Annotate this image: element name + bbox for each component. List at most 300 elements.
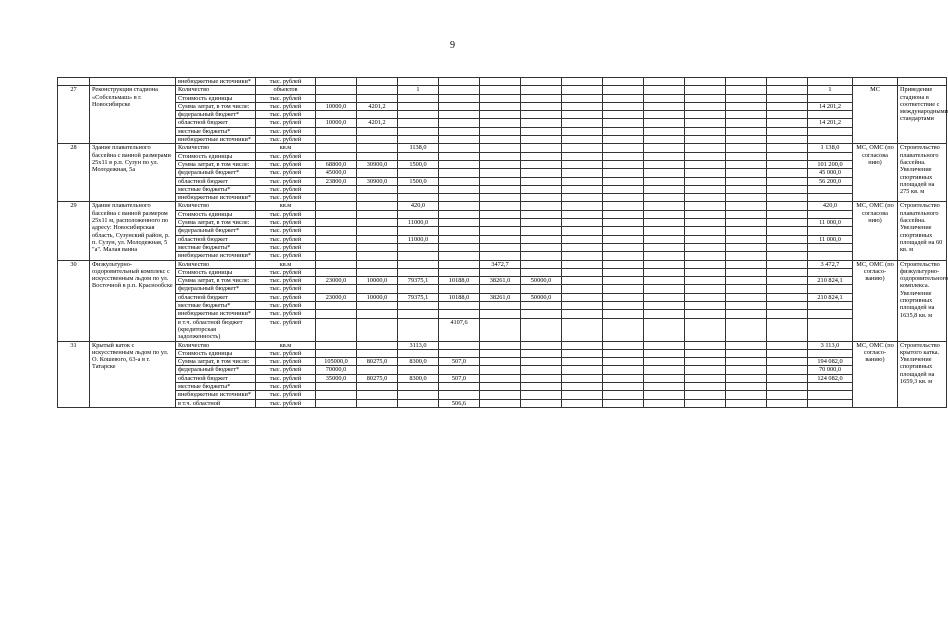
value-cell [644,268,685,276]
value-cell [767,252,808,260]
value-cell: 70000,0 [316,366,357,374]
value-cell: 80275,0 [357,358,398,366]
value-cell [644,252,685,260]
total-cell: 11 000,0 [808,235,853,243]
value-cell [439,310,480,318]
indicator-cell: Сумма затрат, в том числе: [176,219,256,227]
value-cell [480,152,521,160]
value-cell [398,194,439,202]
value-cell [726,341,767,349]
value-cell [644,160,685,168]
value-cell [357,210,398,218]
program-table [57,77,947,408]
value-cell [685,210,726,218]
value-cell [480,194,521,202]
value-cell [562,399,603,407]
total-cell: 210 824,1 [808,293,853,301]
value-cell [644,219,685,227]
value-cell [644,341,685,349]
value-cell [685,235,726,243]
value-cell [480,144,521,152]
value-cell [726,260,767,268]
result-cell: Строительство крытого катка. Увеличение спортивных площадей на 1659,3 кв. м [898,341,947,407]
unit-cell: кв.м [256,260,316,268]
value-cell [767,152,808,160]
unit-cell: тыс. рублей [256,152,316,160]
indicator-cell: Стоимость единицы [176,349,256,357]
value-cell [726,152,767,160]
value-cell [726,127,767,135]
value-cell [603,86,644,94]
value-cell [726,86,767,94]
table-row [58,152,947,160]
value-cell [398,260,439,268]
value-cell [316,127,357,135]
value-cell [767,136,808,144]
value-cell [439,302,480,310]
total-cell: 3 472,7 [808,260,853,268]
value-cell [603,219,644,227]
value-cell [767,185,808,193]
value-cell [603,358,644,366]
value-cell [521,152,562,160]
value-cell [480,111,521,119]
value-cell [480,399,521,407]
unit-cell: тыс. рублей [256,94,316,102]
value-cell [521,94,562,102]
value-cell: 50000,0 [521,277,562,285]
unit-cell: тыс. рублей [256,349,316,357]
value-cell [685,152,726,160]
project-name: Здание плавательного бассейна с ванной размером 25x11 м, расположенного по адресу: Новосибирская область, Сузунский район, р. п. Сузун, ул. Молодежная, 5 "а". Малая ванна [90,202,176,260]
value-cell [562,293,603,301]
value-cell [603,310,644,318]
value-cell [562,86,603,94]
value-cell [521,210,562,218]
value-cell [767,127,808,135]
value-cell [521,366,562,374]
value-cell [357,127,398,135]
value-cell [357,318,398,341]
value-cell [439,169,480,177]
value-cell [521,136,562,144]
value-cell [603,318,644,341]
total-cell [808,382,853,390]
value-cell [726,243,767,251]
value-cell [685,136,726,144]
value-cell [398,268,439,276]
unit-cell: тыс. рублей [256,358,316,366]
value-cell [357,227,398,235]
value-cell [357,302,398,310]
unit-cell: тыс. рублей [256,374,316,382]
value-cell [726,169,767,177]
value-cell [316,235,357,243]
value-cell [726,391,767,399]
value-cell [480,358,521,366]
value-cell [562,202,603,210]
value-cell [480,252,521,260]
value-cell [644,349,685,357]
value-cell [398,94,439,102]
unit-cell: тыс. рублей [256,111,316,119]
value-cell [521,310,562,318]
value-cell [562,391,603,399]
value-cell [644,78,685,86]
table-row [58,136,947,144]
value-cell: 23000,0 [316,277,357,285]
value-cell [398,349,439,357]
value-cell [521,382,562,390]
value-cell [480,219,521,227]
value-cell [357,235,398,243]
value-cell: 105000,0 [316,358,357,366]
value-cell [726,382,767,390]
value-cell [439,194,480,202]
value-cell [480,382,521,390]
value-cell: 50000,0 [521,293,562,301]
value-cell [439,202,480,210]
value-cell [398,127,439,135]
value-cell [644,111,685,119]
table-row [58,268,947,276]
value-cell [644,86,685,94]
table-row [58,235,947,243]
value-cell [562,111,603,119]
value-cell [562,260,603,268]
value-cell [316,219,357,227]
indicator-cell: федеральный бюджет* [176,227,256,235]
value-cell [726,144,767,152]
value-cell [439,152,480,160]
value-cell [726,94,767,102]
value-cell [644,358,685,366]
value-cell [726,310,767,318]
value-cell [603,227,644,235]
value-cell [521,349,562,357]
value-cell [480,160,521,168]
table-row [58,160,947,168]
value-cell [767,302,808,310]
table-row [58,277,947,285]
value-cell [644,399,685,407]
value-cell [398,302,439,310]
value-cell [644,293,685,301]
indicator-cell: внебюджетные источники* [176,310,256,318]
value-cell [644,391,685,399]
indicator-cell: внебюджетные источники* [176,391,256,399]
indicator-cell: Количество [176,260,256,268]
value-cell [521,144,562,152]
value-cell [767,310,808,318]
total-cell [808,94,853,102]
value-cell [644,227,685,235]
value-cell [603,341,644,349]
value-cell [521,111,562,119]
value-cell [767,102,808,110]
value-cell [726,358,767,366]
indicator-cell: Стоимость единицы [176,268,256,276]
value-cell [480,210,521,218]
value-cell [316,399,357,407]
value-cell [726,227,767,235]
value-cell [316,268,357,276]
value-cell [439,219,480,227]
value-cell [439,94,480,102]
value-cell [726,399,767,407]
value-cell [685,177,726,185]
value-cell [480,102,521,110]
value-cell [685,78,726,86]
value-cell [357,78,398,86]
value-cell [644,119,685,127]
total-cell [808,302,853,310]
value-cell [480,119,521,127]
value-cell [398,210,439,218]
value-cell [726,277,767,285]
value-cell [726,374,767,382]
value-cell [685,169,726,177]
value-cell [603,194,644,202]
value-cell [603,349,644,357]
value-cell [439,119,480,127]
value-cell [685,160,726,168]
value-cell: 1500,0 [398,177,439,185]
indicator-cell: областной бюджет [176,374,256,382]
value-cell [316,382,357,390]
total-cell: 1 138,0 [808,144,853,152]
value-cell [644,194,685,202]
value-cell [767,399,808,407]
value-cell [521,243,562,251]
value-cell [316,349,357,357]
indicator-cell: федеральный бюджет* [176,169,256,177]
value-cell [726,285,767,293]
value-cell: 10000,0 [316,102,357,110]
value-cell [726,318,767,341]
empty-cell [853,78,898,86]
value-cell [685,102,726,110]
value-cell [685,119,726,127]
value-cell [767,382,808,390]
value-cell [562,94,603,102]
value-cell: 35000,0 [316,374,357,382]
total-cell: 101 200,0 [808,160,853,168]
value-cell [316,144,357,152]
table-row [58,210,947,218]
unit-cell: тыс. рублей [256,399,316,407]
value-cell [603,268,644,276]
value-cell [398,227,439,235]
unit-cell: тыс. рублей [256,235,316,243]
value-cell [521,169,562,177]
value-cell [316,341,357,349]
value-cell [316,243,357,251]
value-cell: 4107,6 [439,318,480,341]
value-cell [685,202,726,210]
unit-cell: тыс. рублей [256,318,316,341]
value-cell [439,252,480,260]
value-cell [603,235,644,243]
value-cell: 1500,0 [398,160,439,168]
executor-cell: МС, ОМС (по согласо-ванию) [853,260,898,341]
value-cell [767,293,808,301]
value-cell [603,202,644,210]
value-cell [685,366,726,374]
value-cell [398,399,439,407]
unit-cell: тыс. рублей [256,382,316,390]
value-cell [316,152,357,160]
value-cell [398,111,439,119]
indicator-cell: федеральный бюджет* [176,366,256,374]
value-cell [521,127,562,135]
table-row [58,94,947,102]
indicator-cell: в т.ч. областной бюджет (кредиторская задолженность) [176,318,256,341]
unit-cell: тыс. рублей [256,310,316,318]
value-cell [726,102,767,110]
value-cell [316,194,357,202]
value-cell [316,227,357,235]
value-cell [603,111,644,119]
executor-cell: МС, ОМС (по согласова нию) [853,144,898,202]
value-cell [521,86,562,94]
value-cell [644,374,685,382]
value-cell [316,302,357,310]
value-cell [767,144,808,152]
value-cell [767,358,808,366]
value-cell [439,160,480,168]
indicator-cell: областной бюджет [176,293,256,301]
total-cell [808,243,853,251]
value-cell [644,94,685,102]
value-cell [357,136,398,144]
value-cell [644,169,685,177]
unit-cell: тыс. рублей [256,169,316,177]
table-row [58,243,947,251]
table-row [58,391,947,399]
total-cell [808,227,853,235]
total-cell [808,111,853,119]
value-cell [685,219,726,227]
value-cell [316,78,357,86]
value-cell [357,310,398,318]
total-cell: 194 082,0 [808,358,853,366]
total-cell [808,252,853,260]
value-cell [316,136,357,144]
value-cell [767,349,808,357]
value-cell [562,169,603,177]
value-cell [398,252,439,260]
table-row [58,177,947,185]
table-row [58,86,947,94]
executor-cell: МС [853,86,898,144]
value-cell [521,202,562,210]
project-number: 28 [58,144,90,202]
total-cell [808,78,853,86]
value-cell [603,160,644,168]
value-cell [521,235,562,243]
total-cell: 14 201,2 [808,102,853,110]
value-cell [562,285,603,293]
value-cell [398,285,439,293]
value-cell [316,318,357,341]
value-cell [357,349,398,357]
value-cell [603,152,644,160]
value-cell [685,358,726,366]
value-cell [562,102,603,110]
value-cell [521,358,562,366]
value-cell [603,169,644,177]
value-cell [685,252,726,260]
value-cell [357,341,398,349]
value-cell [685,391,726,399]
value-cell [357,260,398,268]
value-cell [562,127,603,135]
indicator-cell: областной бюджет [176,177,256,185]
value-cell [767,169,808,177]
unit-cell: тыс. рублей [256,194,316,202]
total-cell: 56 200,0 [808,177,853,185]
value-cell [357,111,398,119]
value-cell [603,391,644,399]
value-cell: 79375,1 [398,277,439,285]
value-cell [562,227,603,235]
value-cell [562,277,603,285]
value-cell [357,391,398,399]
indicator-cell: Сумма затрат, в том числе: [176,277,256,285]
unit-cell: тыс. рублей [256,366,316,374]
indicator-cell: местные бюджеты* [176,302,256,310]
unit-cell: кв.м [256,341,316,349]
value-cell [521,102,562,110]
value-cell [439,285,480,293]
table-row [58,318,947,341]
value-cell [521,318,562,341]
page-number: 9 [450,40,455,51]
value-cell [644,210,685,218]
value-cell [562,318,603,341]
value-cell [480,366,521,374]
value-cell [685,185,726,193]
indicator-cell: Сумма затрат, в том числе: [176,102,256,110]
value-cell [603,119,644,127]
total-cell [808,185,853,193]
value-cell [767,341,808,349]
value-cell [480,202,521,210]
value-cell [562,341,603,349]
indicator-cell: Количество [176,202,256,210]
total-cell [808,127,853,135]
value-cell [521,185,562,193]
value-cell [398,136,439,144]
value-cell [603,293,644,301]
value-cell [644,382,685,390]
value-cell [480,235,521,243]
value-cell [562,358,603,366]
value-cell [603,185,644,193]
value-cell [685,399,726,407]
value-cell: 10188,0 [439,277,480,285]
value-cell [562,310,603,318]
value-cell [439,227,480,235]
total-cell [808,285,853,293]
table-row [58,102,947,110]
value-cell [685,111,726,119]
unit-cell: тыс. рублей [256,391,316,399]
value-cell [767,366,808,374]
total-cell [808,349,853,357]
executor-cell: МС, ОМС (по согласова нию) [853,202,898,260]
